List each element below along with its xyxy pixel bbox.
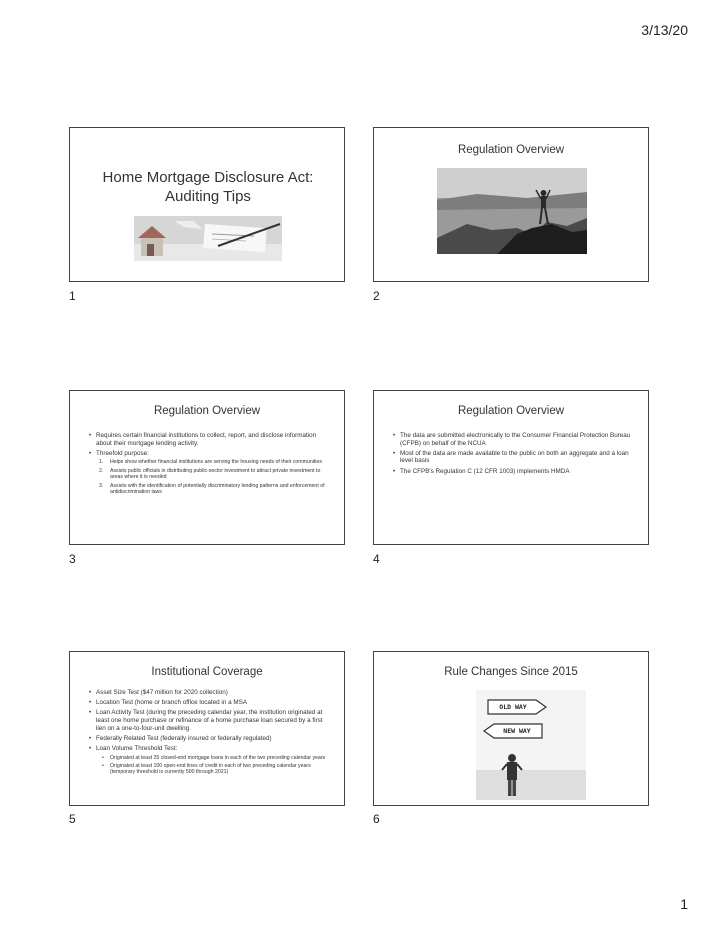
bullet-item: • Federally Related Test (federally insured or federally regulated) (88, 735, 332, 743)
bullet-item: • Requires certain financial institutions to collect, report, and disclose information about their mortgage lending activity. (88, 432, 332, 447)
hiker-mountain-image (437, 168, 587, 254)
slide-number: 2 (373, 289, 380, 303)
slide-title: Regulation Overview (153, 405, 261, 417)
sub-item (96, 459, 332, 465)
slide-3[interactable] (69, 390, 345, 545)
numbered-sublist (96, 459, 332, 495)
bullet-text: Threefold purpose: (96, 449, 149, 457)
slide-title: Regulation Overview (457, 405, 565, 417)
slide-number: 1 (69, 289, 76, 303)
sub-item-number: 1. (99, 459, 104, 466)
slide-number: 3 (69, 552, 76, 566)
bullet-item: • Loan Activity Test (during the preceding calendar year, the institution originated at least one home purchase or refinance of a home purchase loan secured by a first lien on a one-to-four-unit dwelling (88, 709, 332, 732)
bullet-item: • Asset Size Test ($47 million for 2020 collection) (88, 689, 332, 697)
old-way-new-way-image (476, 690, 586, 800)
slide-number: 6 (373, 812, 380, 826)
slide-1[interactable] (69, 127, 345, 282)
page-number: 1 (680, 896, 688, 912)
old-way-sign-text: OLD WAY (499, 703, 527, 711)
sub-item: • Originated at least 25 closed-end mortgage loans in each of the two preceding calendar years (96, 755, 332, 761)
sub-item-number: 2. (99, 467, 104, 474)
slide-title: Institutional Coverage (151, 666, 263, 678)
sub-item-text: Assists public officials in distributing public-sector investment to attract private investment to areas where it is needed (110, 467, 321, 481)
slide-number: 4 (373, 552, 380, 566)
bullet-item: • The CFPB's Regulation C (12 CFR 1003) implements HMDA (392, 468, 636, 476)
bullet-item: • Location Test (home or branch office located in a MSA (88, 699, 332, 707)
sublist (96, 755, 332, 775)
sub-item-text: Assists with the identification of potentially discriminatory lending patterns and enforcement of antidiscrimination laws (110, 482, 325, 496)
slide-5[interactable] (69, 651, 345, 806)
slide-title: Home Mortgage Disclosure Act: Auditing Tips (102, 169, 314, 205)
slide-6[interactable] (373, 651, 649, 806)
bullet-item: • The data are submitted electronically to the Consumer Financial Protection Bureau (CFPB) on behalf of the NCUA (392, 432, 636, 447)
bullet-list (392, 432, 636, 478)
slide-title: Regulation Overview (457, 144, 565, 156)
bullet-item: • Most of the data are made available to the public on both an aggregate and a loan level basis (392, 450, 636, 465)
new-way-sign-text: NEW WAY (503, 727, 531, 735)
bullet-item (88, 745, 332, 775)
house-document-image (134, 216, 282, 261)
sub-item (96, 483, 332, 496)
bullet-list (88, 432, 332, 498)
slide-2[interactable] (373, 127, 649, 282)
slide-number: 5 (69, 812, 76, 826)
slide-4[interactable] (373, 390, 649, 545)
sub-item-number: 3. (99, 482, 104, 489)
sub-item: • Originated at least 100 open-end lines of credit in each of two preceding calendar years (temporary threshold is currently 500 through 2021) (96, 763, 332, 775)
header-date: 3/13/20 (641, 22, 688, 38)
sub-item (96, 468, 332, 481)
bullet-list (88, 689, 332, 778)
bullet-text: Loan Volume Threshold Test: (96, 744, 178, 752)
sub-item-text: Helps show whether financial institutions are serving the housing needs of their communities (110, 459, 322, 466)
slide-title: Rule Changes Since 2015 (444, 666, 578, 678)
bullet-item (88, 450, 332, 496)
